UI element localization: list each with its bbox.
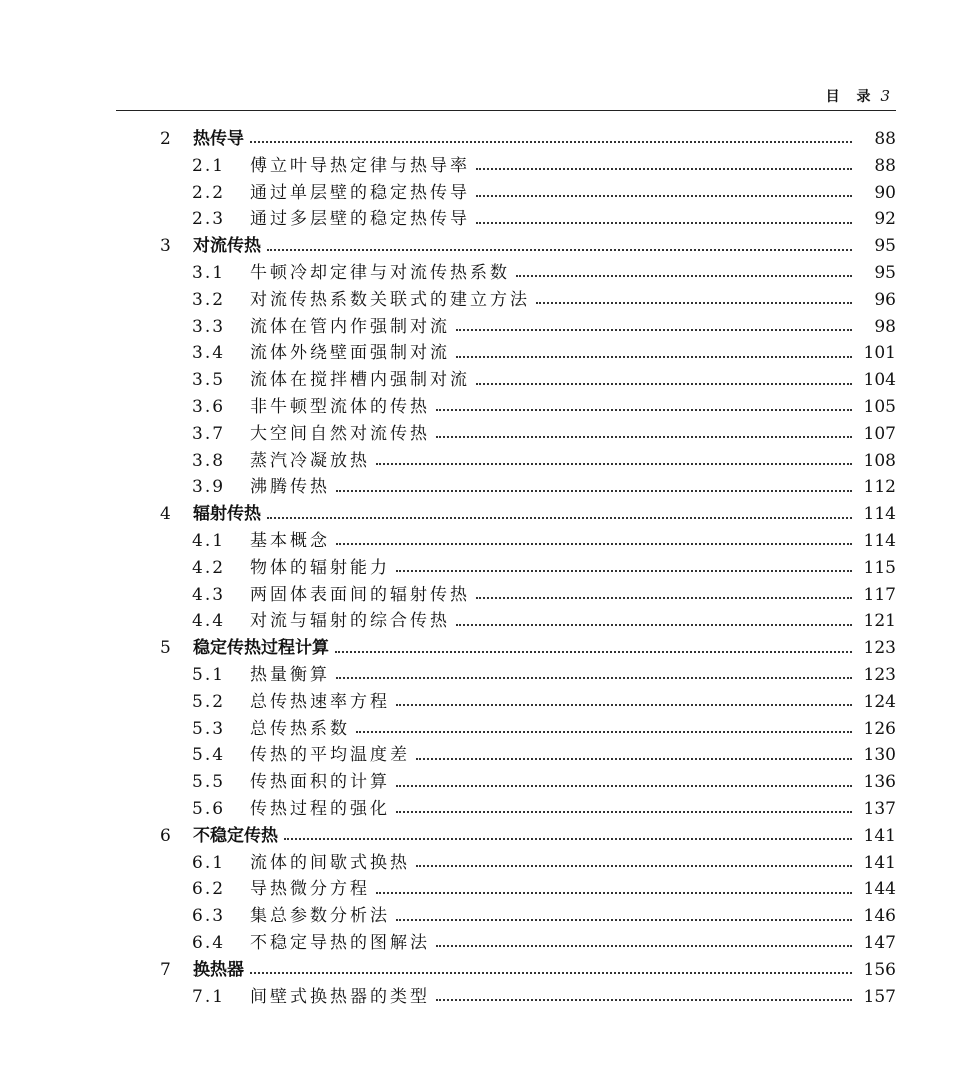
- toc-section-entry: [0, 876, 980, 903]
- table-of-contents: [0, 126, 980, 1010]
- dot-leader: [250, 972, 852, 974]
- entry-page-number: 123: [863, 638, 896, 659]
- entry-line: [250, 260, 896, 287]
- entry-title: 对流与辐射的综合传热: [250, 611, 450, 632]
- entry-number: 3.5: [192, 370, 226, 391]
- entry-page-number: 123: [863, 664, 896, 685]
- entry-title: 间壁式换热器的类型: [250, 986, 430, 1007]
- entry-number: 4.1: [192, 530, 226, 551]
- entry-title: 非牛顿型流体的传热: [250, 396, 430, 417]
- entry-line: [250, 528, 896, 555]
- dot-leader: [416, 758, 852, 760]
- entry-line: [250, 153, 896, 180]
- entry-number: 2: [160, 129, 171, 149]
- toc-chapter-entry: [0, 126, 980, 153]
- entry-number: 4.4: [192, 611, 226, 632]
- dot-leader: [336, 677, 852, 679]
- toc-section-entry: [0, 582, 980, 609]
- entry-number: 2.1: [192, 155, 226, 176]
- entry-number: 3.6: [192, 396, 226, 417]
- entry-page-number: 88: [874, 129, 896, 149]
- entry-page-number: 147: [863, 932, 896, 953]
- entry-page-number: 88: [874, 155, 896, 176]
- entry-number: 4: [160, 504, 171, 525]
- entry-title: 不稳定传热: [193, 825, 278, 846]
- dot-leader: [436, 436, 852, 438]
- entry-line: [193, 823, 896, 850]
- entry-page-number: 92: [874, 209, 896, 230]
- entry-page-number: 96: [874, 289, 896, 310]
- entry-title: 总传热速率方程: [250, 691, 390, 712]
- dot-leader: [456, 329, 852, 331]
- entry-number: 2.2: [192, 182, 226, 203]
- toc-section-entry: [0, 689, 980, 716]
- dot-leader: [250, 141, 852, 143]
- entry-number: 4.3: [192, 584, 226, 605]
- entry-page-number: 101: [863, 343, 896, 364]
- entry-line: [250, 608, 896, 635]
- entry-number: 4.2: [192, 557, 226, 578]
- entry-title: 集总参数分析法: [250, 906, 390, 927]
- entry-title: 通过单层壁的稳定热传导: [250, 182, 470, 203]
- toc-section-entry: [0, 716, 980, 743]
- entry-number: 5: [160, 638, 171, 659]
- dot-leader: [336, 543, 852, 545]
- entry-title: 总传热系数: [250, 718, 350, 739]
- dot-leader: [476, 222, 852, 224]
- dot-leader: [476, 168, 852, 170]
- dot-leader: [396, 785, 852, 787]
- dot-leader: [436, 999, 852, 1001]
- entry-title: 蒸汽冷凝放热: [250, 450, 370, 471]
- toc-section-entry: [0, 340, 980, 367]
- entry-title: 流体在管内作强制对流: [250, 316, 450, 337]
- entry-title: 不稳定导热的图解法: [250, 932, 430, 953]
- dot-leader: [436, 945, 852, 947]
- toc-section-entry: [0, 903, 980, 930]
- entry-title: 传热的平均温度差: [250, 745, 410, 766]
- entry-line: [193, 233, 896, 260]
- entry-title: 导热微分方程: [250, 879, 370, 900]
- entry-page-number: 144: [863, 879, 896, 900]
- dot-leader: [476, 597, 852, 599]
- toc-section-entry: [0, 930, 980, 957]
- toc-section-entry: [0, 984, 980, 1011]
- entry-page-number: 136: [863, 772, 896, 793]
- entry-number: 5.5: [192, 772, 226, 793]
- entry-number: 6.3: [192, 906, 226, 927]
- entry-page-number: 104: [863, 370, 896, 391]
- entry-page-number: 115: [863, 557, 896, 578]
- toc-section-entry: [0, 608, 980, 635]
- entry-number: 3.8: [192, 450, 226, 471]
- entry-number: 3.4: [192, 343, 226, 364]
- entry-title: 热量衡算: [250, 664, 330, 685]
- entry-title: 辐射传热: [193, 504, 261, 525]
- entry-number: 3.3: [192, 316, 226, 337]
- toc-section-entry: [0, 796, 980, 823]
- running-head-label: 目 录: [825, 89, 877, 105]
- entry-page-number: 95: [874, 236, 896, 257]
- entry-line: [250, 555, 896, 582]
- entry-line: [250, 582, 896, 609]
- entry-title: 物体的辐射能力: [250, 557, 390, 578]
- header-rule: [116, 110, 896, 111]
- toc-section-entry: [0, 769, 980, 796]
- toc-section-entry: [0, 394, 980, 421]
- entry-line: [250, 340, 896, 367]
- entry-line: [250, 769, 896, 796]
- toc-chapter-entry: [0, 635, 980, 662]
- entry-page-number: 146: [863, 906, 896, 927]
- entry-line: [250, 287, 896, 314]
- entry-line: [250, 796, 896, 823]
- toc-section-entry: [0, 555, 980, 582]
- dot-leader: [376, 892, 852, 894]
- dot-leader: [336, 490, 852, 492]
- toc-section-entry: [0, 850, 980, 877]
- entry-line: [250, 984, 896, 1011]
- running-head-page-number: 3: [880, 87, 890, 105]
- entry-line: [250, 367, 896, 394]
- toc-section-entry: [0, 206, 980, 233]
- dot-leader: [376, 463, 852, 465]
- entry-page-number: 121: [863, 611, 896, 632]
- entry-title: 流体在搅拌槽内强制对流: [250, 370, 470, 391]
- entry-line: [250, 742, 896, 769]
- entry-line: [250, 716, 896, 743]
- toc-section-entry: [0, 448, 980, 475]
- toc-chapter-entry: [0, 233, 980, 260]
- toc-chapter-entry: [0, 501, 980, 528]
- entry-line: [193, 501, 896, 528]
- entry-number: 3.9: [192, 477, 226, 498]
- entry-number: 6: [160, 825, 171, 846]
- toc-chapter-entry: [0, 957, 980, 984]
- entry-title: 牛顿冷却定律与对流传热系数: [250, 262, 510, 283]
- entry-number: 5.1: [192, 664, 226, 685]
- entry-title: 热传导: [193, 129, 244, 149]
- entry-page-number: 157: [863, 986, 896, 1007]
- entry-number: 6.1: [192, 852, 226, 873]
- entry-number: 5.2: [192, 691, 226, 712]
- entry-number: 3.7: [192, 423, 226, 444]
- entry-page-number: 126: [863, 718, 896, 739]
- entry-page-number: 107: [863, 423, 896, 444]
- dot-leader: [396, 811, 852, 813]
- dot-leader: [476, 383, 852, 385]
- entry-number: 7: [160, 959, 171, 980]
- dot-leader: [284, 838, 852, 840]
- entry-number: 3.2: [192, 289, 226, 310]
- entry-page-number: 114: [863, 504, 896, 525]
- entry-number: 3.1: [192, 262, 226, 283]
- toc-section-entry: [0, 314, 980, 341]
- dot-leader: [476, 195, 852, 197]
- entry-title: 稳定传热过程计算: [193, 638, 329, 659]
- entry-page-number: 141: [863, 825, 896, 846]
- dot-leader: [267, 249, 852, 251]
- entry-number: 3: [160, 236, 171, 257]
- entry-line: [193, 957, 896, 984]
- running-head: [826, 86, 890, 106]
- toc-section-entry: [0, 153, 980, 180]
- entry-page-number: 90: [874, 182, 896, 203]
- entry-page-number: 114: [863, 530, 896, 551]
- entry-line: [250, 314, 896, 341]
- entry-title: 换热器: [193, 959, 244, 980]
- entry-line: [250, 421, 896, 448]
- toc-section-entry: [0, 662, 980, 689]
- dot-leader: [456, 356, 852, 358]
- dot-leader: [536, 302, 852, 304]
- dot-leader: [396, 919, 852, 921]
- entry-title: 大空间自然对流传热: [250, 423, 430, 444]
- entry-number: 5.3: [192, 718, 226, 739]
- entry-line: [193, 126, 896, 153]
- entry-title: 基本概念: [250, 530, 330, 551]
- entry-line: [250, 930, 896, 957]
- entry-line: [250, 662, 896, 689]
- entry-title: 流体的间歇式换热: [250, 852, 410, 873]
- entry-line: [250, 850, 896, 877]
- dot-leader: [335, 651, 852, 653]
- entry-title: 对流传热: [193, 236, 261, 257]
- entry-title: 两固体表面间的辐射传热: [250, 584, 470, 605]
- toc-chapter-entry: [0, 823, 980, 850]
- entry-page-number: 124: [863, 691, 896, 712]
- dot-leader: [456, 624, 852, 626]
- entry-number: 6.4: [192, 932, 226, 953]
- entry-page-number: 105: [863, 396, 896, 417]
- entry-title: 傅立叶导热定律与热导率: [250, 155, 470, 176]
- dot-leader: [356, 731, 852, 733]
- entry-page-number: 95: [874, 262, 896, 283]
- dot-leader: [416, 865, 852, 867]
- entry-number: 6.2: [192, 879, 226, 900]
- dot-leader: [396, 570, 852, 572]
- entry-title: 传热面积的计算: [250, 772, 390, 793]
- entry-title: 沸腾传热: [250, 477, 330, 498]
- entry-line: [250, 689, 896, 716]
- entry-line: [250, 903, 896, 930]
- toc-section-entry: [0, 528, 980, 555]
- toc-section-entry: [0, 180, 980, 207]
- entry-page-number: 108: [863, 450, 896, 471]
- entry-number: 5.6: [192, 798, 226, 819]
- entry-line: [250, 876, 896, 903]
- toc-section-entry: [0, 474, 980, 501]
- entry-title: 通过多层壁的稳定热传导: [250, 209, 470, 230]
- entry-page-number: 141: [863, 852, 896, 873]
- entry-line: [193, 635, 896, 662]
- entry-page-number: 112: [863, 477, 896, 498]
- entry-number: 7.1: [192, 986, 226, 1007]
- dot-leader: [516, 275, 852, 277]
- dot-leader: [267, 517, 852, 519]
- toc-section-entry: [0, 421, 980, 448]
- toc-section-entry: [0, 260, 980, 287]
- entry-page-number: 156: [863, 959, 896, 980]
- entry-page-number: 130: [863, 745, 896, 766]
- toc-section-entry: [0, 287, 980, 314]
- entry-title: 流体外绕壁面强制对流: [250, 343, 450, 364]
- entry-line: [250, 180, 896, 207]
- entry-title: 对流传热系数关联式的建立方法: [250, 289, 530, 310]
- entry-number: 2.3: [192, 209, 226, 230]
- entry-number: 5.4: [192, 745, 226, 766]
- entry-line: [250, 448, 896, 475]
- entry-page-number: 98: [874, 316, 896, 337]
- dot-leader: [396, 704, 852, 706]
- entry-line: [250, 394, 896, 421]
- entry-line: [250, 206, 896, 233]
- toc-section-entry: [0, 367, 980, 394]
- entry-page-number: 137: [863, 798, 896, 819]
- entry-title: 传热过程的强化: [250, 798, 390, 819]
- dot-leader: [436, 409, 852, 411]
- entry-page-number: 117: [863, 584, 896, 605]
- toc-section-entry: [0, 742, 980, 769]
- entry-line: [250, 474, 896, 501]
